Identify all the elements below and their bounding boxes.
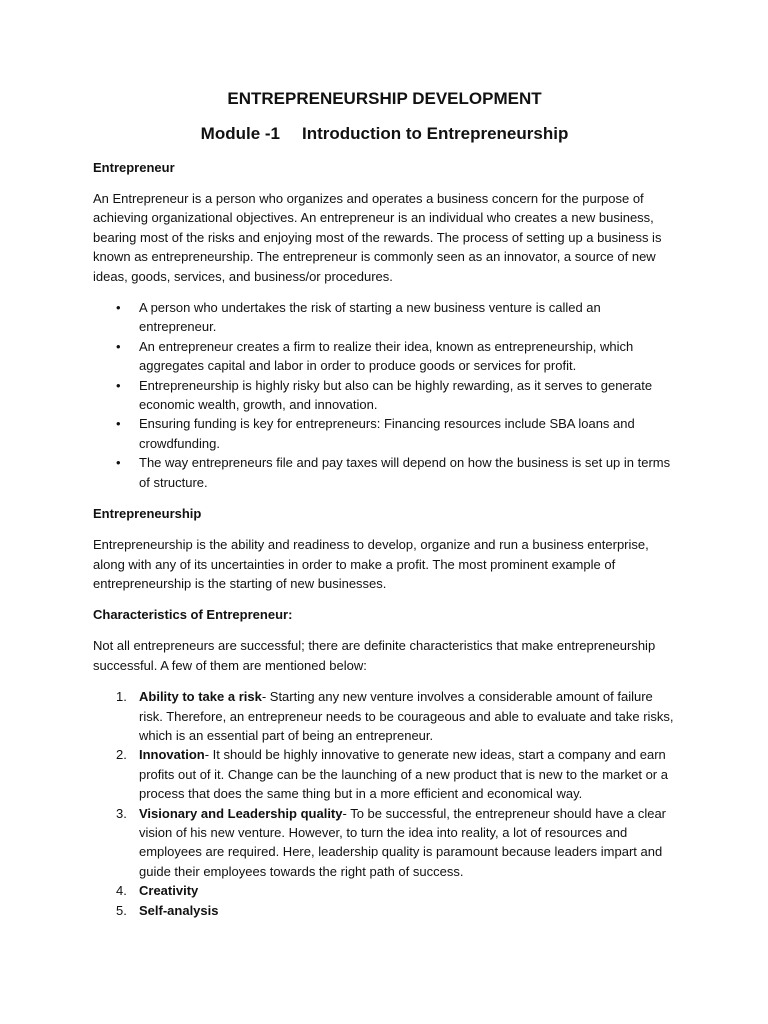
module-number: Module -1 <box>200 124 280 143</box>
item-term: Visionary and Leadership quality <box>139 805 343 821</box>
item-number: 4. <box>116 883 127 899</box>
list-item <box>93 804 676 882</box>
item-number: 3. <box>116 805 127 821</box>
item-description: - Starting any new venture involves a considerable amount of failure risk. Therefore, an entrepreneur needs to be courageous and able to evaluate and take risks, which is an essential part of being an entrepreneur. <box>139 689 674 743</box>
entrepreneurship-paragraph: Entrepreneurship is the ability and readiness to develop, organize and run a business enterprise, along with any of its uncertainties in order to make a profit. The most prominent example of entrepreneurship is the starting of new businesses. <box>93 537 649 591</box>
list-item <box>93 881 676 900</box>
list-item <box>93 337 676 376</box>
bullet-icon: • <box>116 416 121 432</box>
item-term: Self-analysis <box>139 902 219 918</box>
list-item <box>93 414 676 453</box>
module-name: Introduction to Entrepreneurship <box>302 124 569 143</box>
item-term: Creativity <box>139 883 199 899</box>
list-item <box>93 453 676 492</box>
list-item <box>93 298 676 337</box>
item-number: 2. <box>116 747 127 763</box>
list-item-text: The way entrepreneurs file and pay taxes will depend on how the business is set up in terms of structure. <box>139 455 671 490</box>
list-item-text: A person who undertakes the risk of starting a new business venture is called an entrepreneur. <box>139 300 601 335</box>
entrepreneur-bullet-list <box>93 298 676 492</box>
entrepreneurship-heading: Entrepreneurship <box>93 506 202 522</box>
entrepreneur-paragraph: An Entrepreneur is a person who organizes and operates a business concern for the purpose of achieving organizational objectives. An entrepreneur is an individual who creates a new business, bearing most of the risks and enjoying most of the rewards. The process of setting up a business is known as entrepreneurship. The entrepreneur is commonly seen as an innovator, a source of new ideas, goods, services, and business/or procedures. <box>93 191 662 284</box>
list-item <box>93 376 676 415</box>
item-description: - To be successful, the entrepreneur should have a clear vision of his new venture. However, to turn the idea into reality, a lot of resources and employees are required. Here, leadership quality is paramount because leaders impart and guide their employees towards the right path of success. <box>139 805 667 879</box>
list-item <box>93 687 676 745</box>
characteristics-list <box>93 687 676 920</box>
list-item-text: An entrepreneur creates a firm to realize their idea, known as entrepreneurship, which aggregates capital and labor in order to produce goods or services for profit. <box>139 338 634 374</box>
bullet-icon: • <box>116 300 121 316</box>
characteristics-heading: Characteristics of Entrepreneur: <box>93 607 293 623</box>
document-title: ENTREPRENEURSHIP DEVELOPMENT <box>227 89 542 108</box>
item-number: 5. <box>116 902 127 918</box>
bullet-icon: • <box>116 455 121 471</box>
item-number: 1. <box>116 689 127 705</box>
item-term: Ability to take a risk <box>139 689 262 705</box>
item-term: Innovation <box>139 747 205 763</box>
list-item <box>93 901 676 920</box>
module-title <box>93 122 676 146</box>
item-description: - It should be highly innovative to generate new ideas, start a company and earn profits out of it. Change can be the launching of a new product that is new to the market or a process that does the same thing but in a more efficient and economical way. <box>139 747 668 802</box>
entrepreneur-heading: Entrepreneur <box>93 160 175 175</box>
list-item <box>93 745 676 803</box>
list-item-text: Entrepreneurship is highly risky but also can be highly rewarding, as it serves to generate economic wealth, growth, and innovation. <box>139 377 653 413</box>
bullet-icon: • <box>116 338 121 354</box>
characteristics-intro: Not all entrepreneurs are successful; there are definite characteristics that make entrepreneurship successful. A few of them are mentioned below: <box>93 638 656 673</box>
list-item-text: Ensuring funding is key for entrepreneurs: Financing resources include SBA loans and crowdfunding. <box>139 416 635 451</box>
bullet-icon: • <box>116 377 121 393</box>
